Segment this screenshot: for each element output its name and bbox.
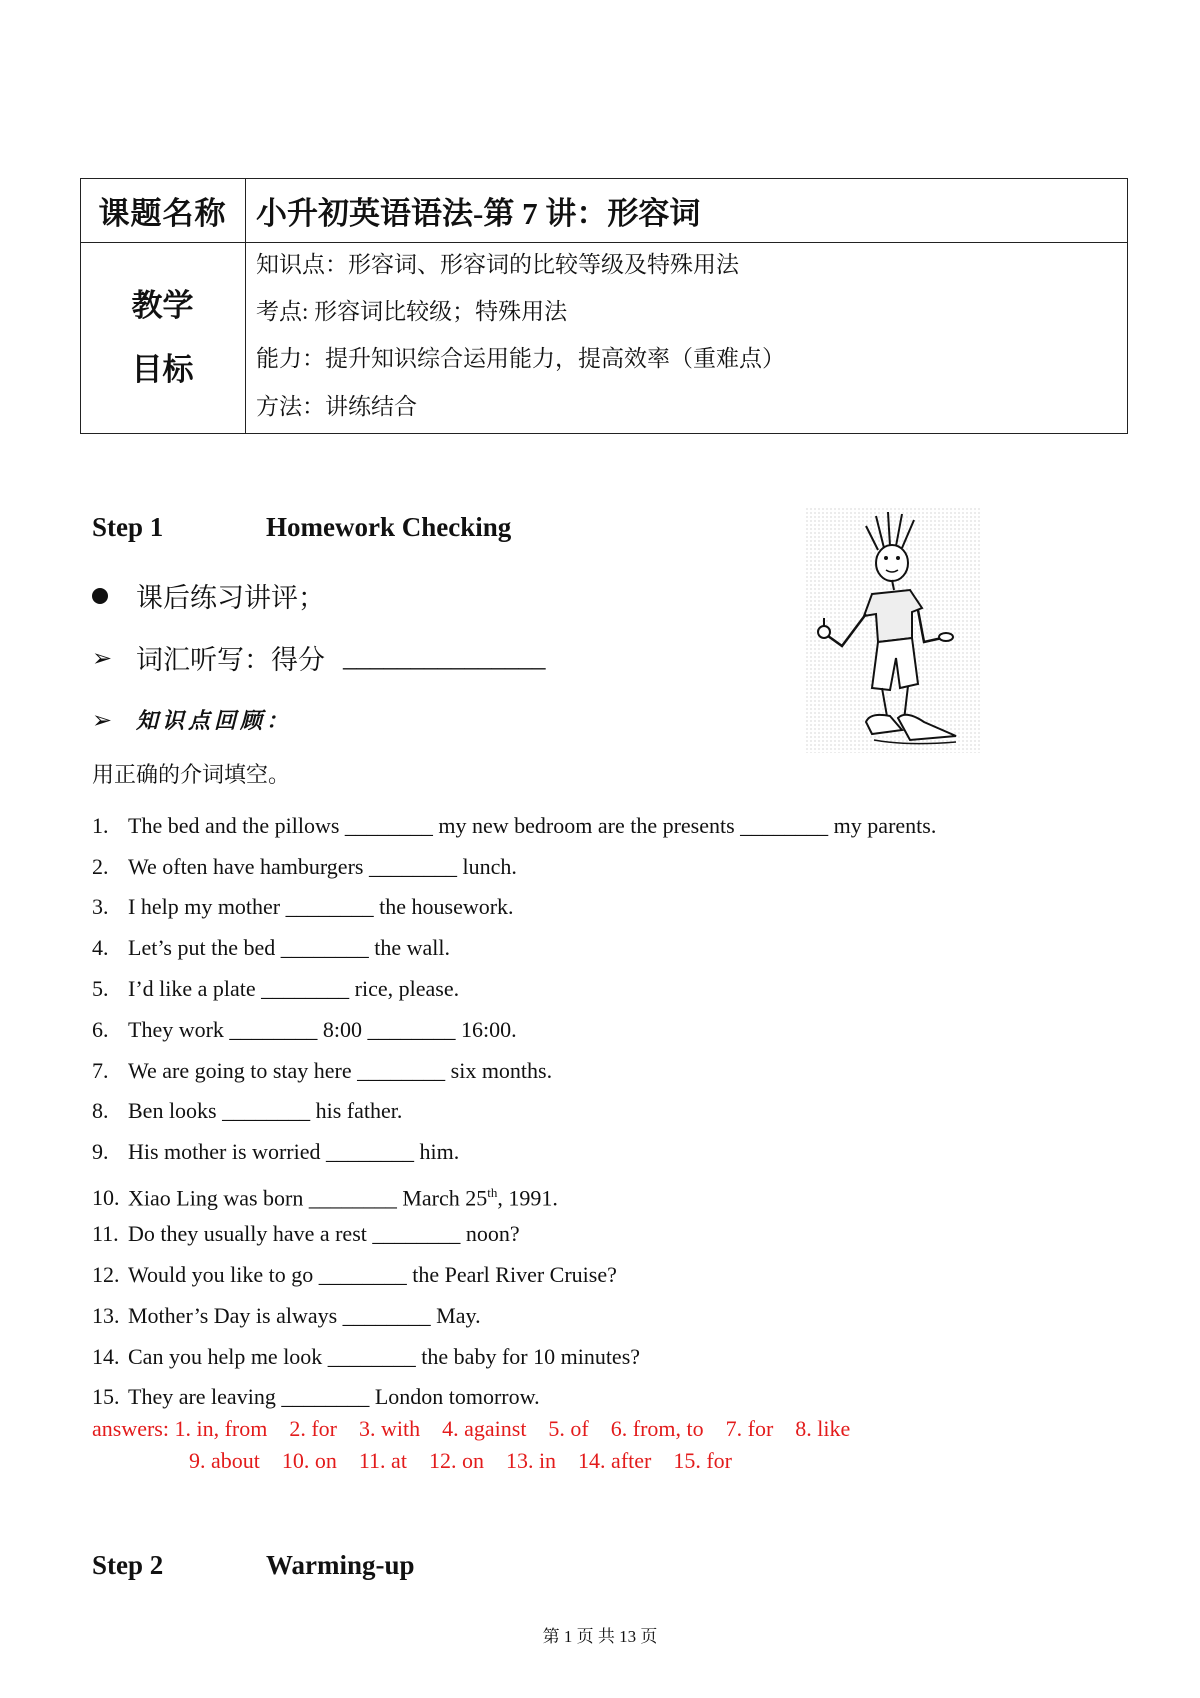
question-4: 4. Let’s put the bed ________ the wall. [92, 935, 450, 960]
question-1: 1. The bed and the pillows ________ my new bedroom are the presents ________ my parents. [92, 813, 937, 838]
question-6: 6. They work ________ 8:00 ________ 16:00. [92, 1017, 517, 1042]
bullet-homework-review-text: 课后练习讲评； [136, 583, 325, 613]
question-5: 5. I’d like a plate ________ rice, please. [92, 976, 460, 1001]
step2-title: Warming-up [266, 1550, 415, 1580]
review-label: 知识点回顾： [136, 708, 293, 733]
question-8: 8. Ben looks ________ his father. [92, 1098, 403, 1123]
dictation-row [92, 638, 546, 677]
arrow-bullet-icon: ➢ [92, 643, 113, 672]
goal-exam-points: 考点: 形容词比较级；特殊用法 [256, 299, 568, 324]
answers-line-2: 9. about 10. on 11. at 12. on 13. in 14. after 15. for [189, 1448, 732, 1473]
answers-line-1: answers: 1. in, from 2. for 3. with 4. against 5. of 6. from, to 7. for 8. like [92, 1416, 851, 1441]
teaching-goals-label [80, 242, 245, 434]
question-7: 7. We are going to stay here ________ six months. [92, 1058, 553, 1083]
teaching-goals-label-line1: 教学 [131, 288, 194, 323]
goal-knowledge: 知识点：形容词、形容词的比较等级及特殊用法 [256, 252, 739, 277]
cartoon-boy-thumbs-up-image [806, 508, 981, 758]
question-12: 12. Would you like to go ________ the Pearl River Cruise? [92, 1262, 617, 1287]
bullet-dot-icon [92, 588, 108, 604]
step1-label: Step 1 [92, 512, 164, 542]
question-2: 2. We often have hamburgers ________ lunch. [92, 854, 517, 879]
question-14: 14. Can you help me look ________ the baby for 10 minutes? [92, 1344, 641, 1369]
review-row [92, 704, 292, 735]
question-11: 11. Do they usually have a rest ________ noon? [92, 1221, 520, 1246]
page-footer: 第 1 页 共 13 页 [542, 1627, 658, 1646]
lesson-title-label: 课题名称 [98, 195, 227, 231]
dictation-score-blank: _______________ [343, 642, 546, 672]
goal-method: 方法：讲练结合 [256, 394, 417, 419]
question-13: 13. Mother’s Day is always ________ May. [92, 1303, 481, 1328]
step2-label: Step 2 [92, 1550, 164, 1580]
dictation-label: 词汇听写：得分 [136, 645, 325, 675]
lesson-title-value: 小升初英语语法-第 7 讲：形容词 [256, 195, 701, 231]
step1-title: Homework Checking [266, 512, 512, 542]
table-divider-vertical [245, 178, 246, 434]
question-9: 9. His mother is worried ________ him. [92, 1139, 460, 1164]
teaching-goals-label-line2: 目标 [131, 352, 194, 387]
goal-ability: 能力：提升知识综合运用能力，提高效率（重难点） [256, 346, 785, 371]
question-15: 15. They are leaving ________ London tomorrow. [92, 1384, 540, 1409]
exercise-instruction: 用正确的介词填空。 [92, 762, 291, 787]
arrow-bullet-icon: ➢ [92, 705, 113, 734]
question-3: 3. I help my mother ________ the housework. [92, 894, 514, 919]
bullet-homework-review [92, 576, 325, 615]
question-10: 10. Xiao Ling was born ________ March 25th, 1991. [92, 1185, 558, 1211]
